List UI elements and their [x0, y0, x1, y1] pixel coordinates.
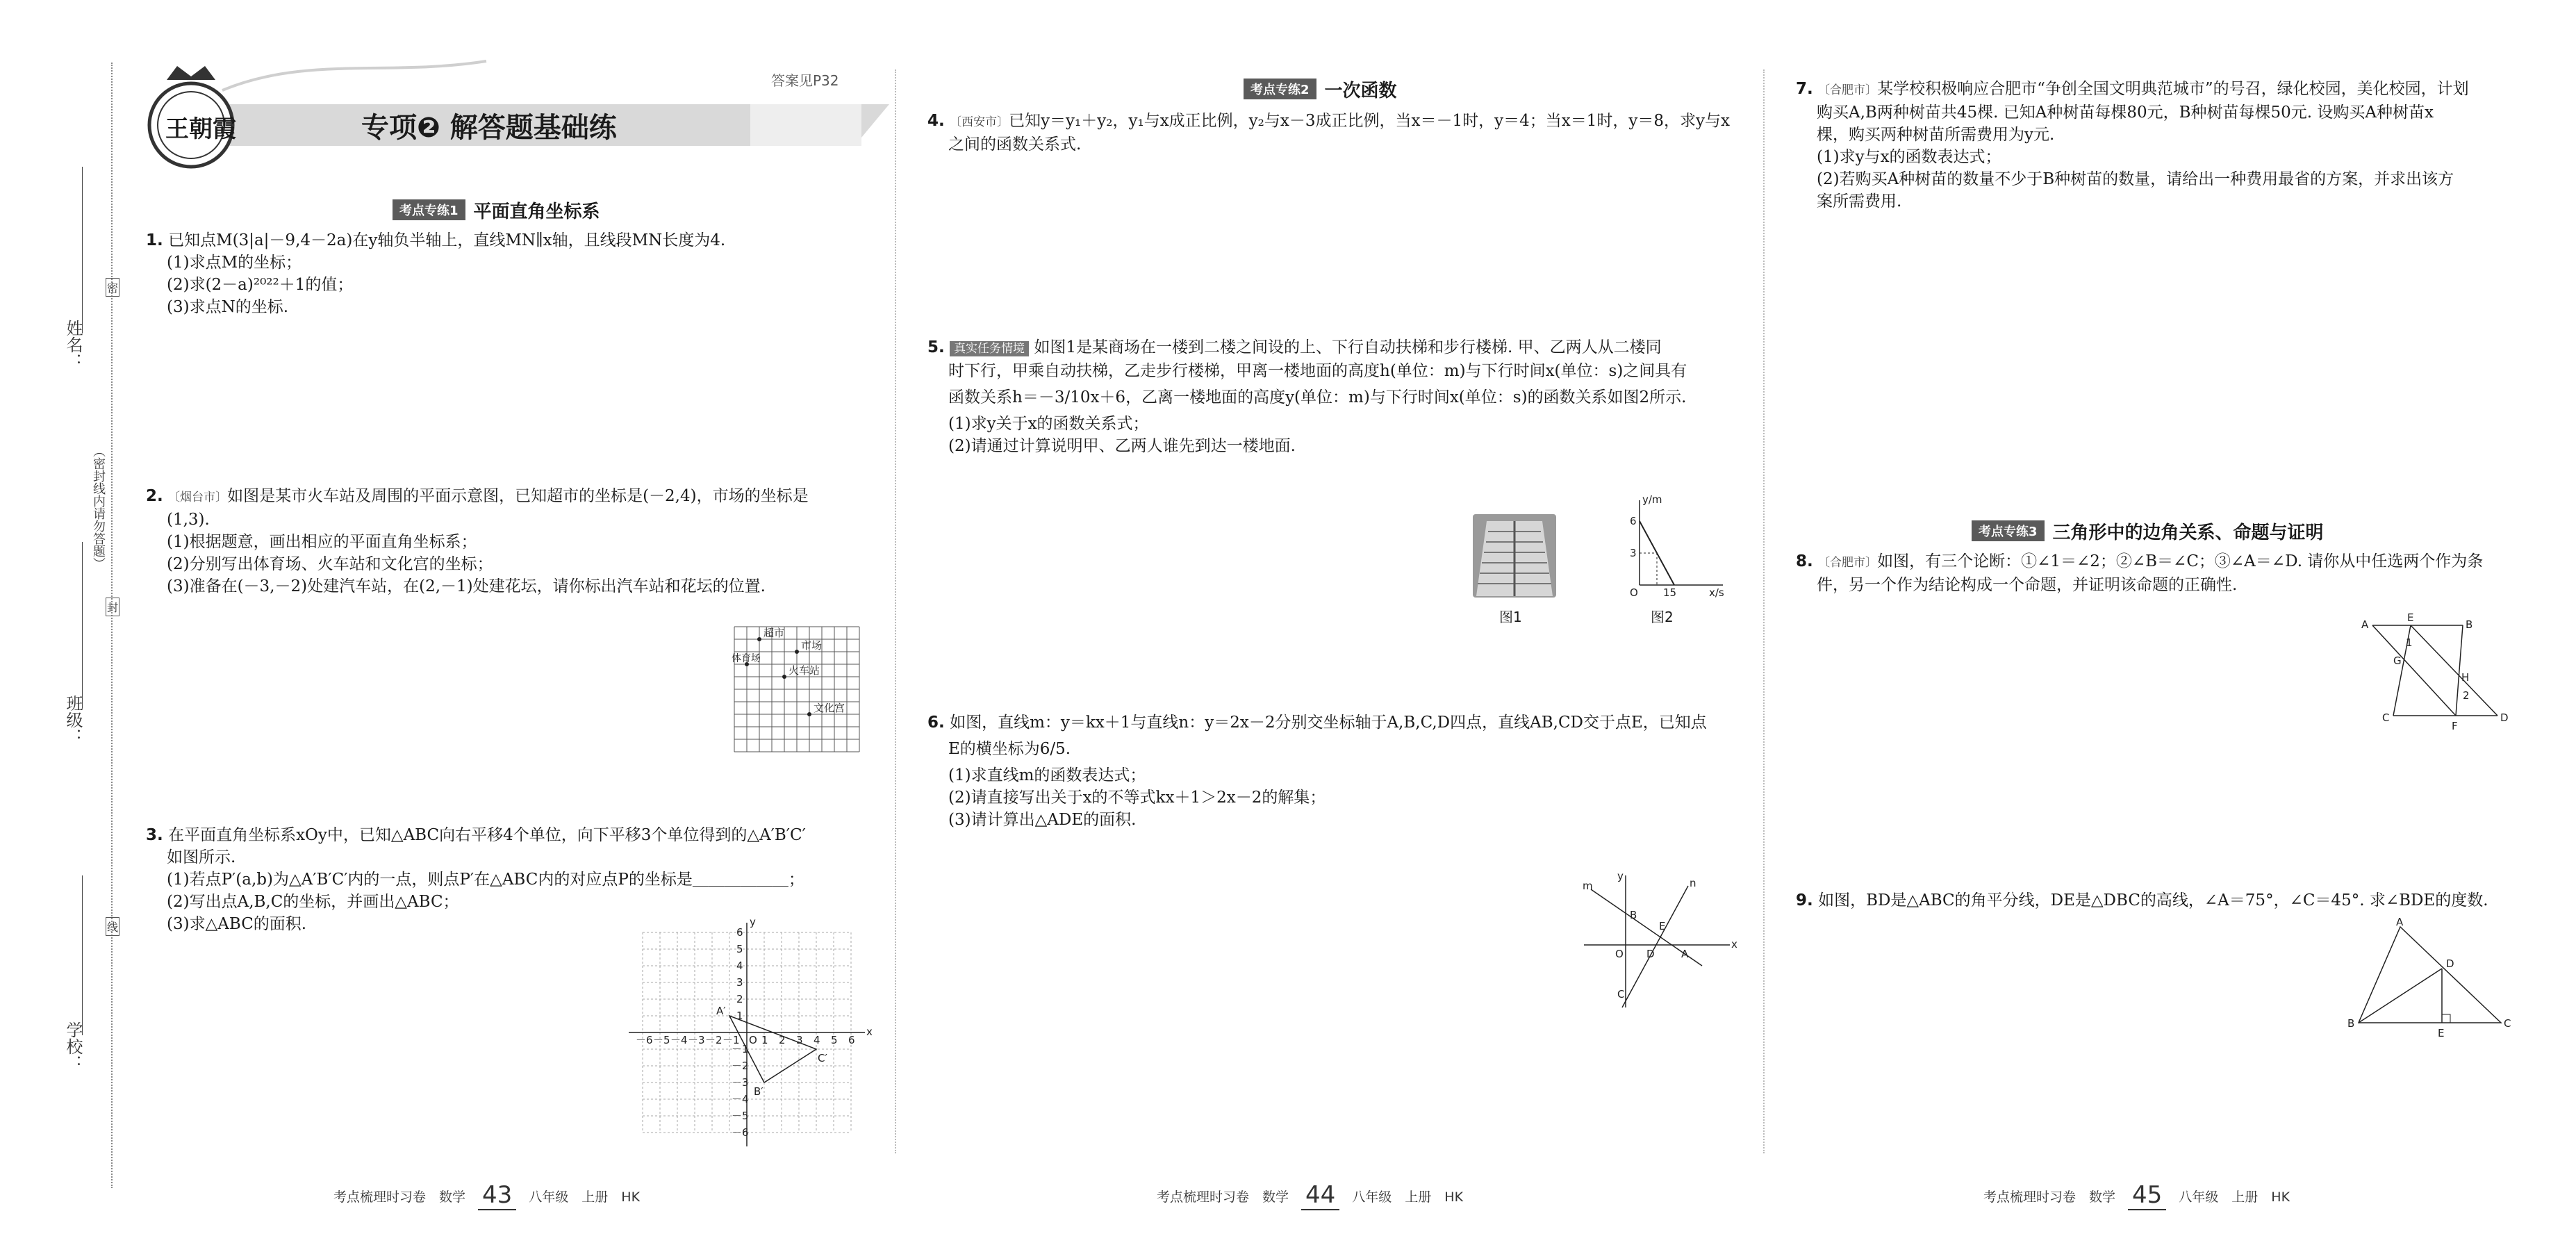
- q2-map-grid: [733, 625, 865, 761]
- q5-y3: 3: [1630, 547, 1637, 559]
- q8-stem-2: 件，另一个作为结论构成一个命题，并证明该命题的正确性.: [1817, 576, 2238, 594]
- section2-header: [1244, 78, 1397, 100]
- q5-sub1: (1)求y关于x的函数关系式；: [948, 415, 1149, 433]
- q1-num: 1.: [146, 231, 163, 249]
- class-label: 班级：: [63, 695, 83, 745]
- q6-D: D: [1646, 948, 1655, 960]
- page-number: 44: [1301, 1181, 1339, 1210]
- q5-x15: 15: [1663, 586, 1677, 599]
- q7-sub2b: 案所需费用.: [1817, 192, 1902, 211]
- q2-stem-2: (1,3).: [167, 511, 210, 529]
- q3-ytick: －6: [732, 1126, 749, 1139]
- q9: [1796, 889, 2488, 912]
- footer-grade: 八年级 上册 HK: [1352, 1189, 1464, 1205]
- q1: [146, 229, 725, 318]
- binding-margin: [111, 63, 113, 1188]
- q5-fig2-caption: 图2: [1651, 609, 1674, 625]
- q3-xtick: 6: [848, 1034, 855, 1046]
- q5-origin: O: [1630, 586, 1638, 599]
- q7-stem-2: 购买A,B两种树苗共45棵. 已知A种树苗每棵80元，B种树苗每棵50元. 设购买A种树苗x: [1817, 104, 2434, 122]
- q4-tag: 〔西安市〕: [950, 115, 1009, 129]
- q4: [927, 110, 1730, 156]
- q8-figure: [2359, 611, 2515, 733]
- map-tiyuchang: 体育场: [732, 653, 761, 664]
- q9-num: 9.: [1796, 891, 1813, 909]
- footer-book: 考点梳理时习卷 数学: [1983, 1189, 2116, 1205]
- q8-line-BF: [2456, 625, 2463, 716]
- q9-A: A: [2396, 916, 2404, 928]
- q5-graph: [1612, 493, 1730, 598]
- q3-sub1: (1)若点P′(a,b)为△A′B′C′内的一点，则点P′在△ABC内的对应点P的坐标是＿＿＿＿＿＿；: [167, 871, 804, 889]
- q2-sub1: (1)根据题意，画出相应的平面直角坐标系；: [167, 533, 477, 551]
- q3-sub2: (2)写出点A,B,C的坐标，并画出△ABC；: [167, 893, 459, 911]
- q5-y6: 6: [1630, 515, 1637, 527]
- q6-sub1: (1)求直线m的函数表达式；: [948, 766, 1146, 784]
- q3-ytick: 2: [736, 993, 743, 1005]
- q7-tag: 〔合肥市〕: [1818, 83, 1878, 97]
- q3-stem: 在平面直角坐标系xOy中，已知△ABC向右平移4个单位，向下平移3个单位得到的△A′B′C′: [168, 826, 806, 844]
- school-label: 学校：: [63, 1021, 83, 1071]
- q8-num: 8.: [1796, 552, 1813, 570]
- q5-tag: 真实任务情境: [950, 341, 1029, 356]
- q3-ytick: －3: [732, 1076, 749, 1089]
- q8-stem: 如图，有三个论断：①∠1＝∠2；②∠B＝∠C；③∠A＝∠D. 请你从中任选两个作为条: [1877, 552, 2484, 570]
- q1-stem: 已知点M(3|a|－9,4－2a)在y轴负半轴上，直线MN∥x轴，且线段MN长度为4.: [168, 231, 726, 249]
- q8-C: C: [2382, 711, 2390, 724]
- q4-stem-2: 之间的函数关系式.: [948, 135, 1082, 154]
- q3-xtick: 3: [796, 1034, 803, 1046]
- q6-B: B: [1630, 909, 1637, 921]
- q3-y-label: y: [750, 916, 756, 928]
- q6-C: C: [1617, 988, 1625, 1001]
- q1-sub1: (1)求点M的坐标；: [167, 254, 302, 272]
- page-number: 45: [2128, 1181, 2166, 1210]
- q8-line-AF: [2372, 625, 2456, 716]
- logo-text: 王朝霞: [165, 115, 236, 143]
- section1-title: 平面直角坐标系: [473, 201, 600, 222]
- map-chaoshi-dot: [757, 637, 761, 641]
- q2-stem: 如图是某市火车站及周围的平面示意图，已知超市的坐标是(－2,4)，市场的坐标是: [227, 487, 809, 505]
- q6-num: 6.: [927, 714, 945, 732]
- map-shichang: 市场: [801, 639, 823, 652]
- q9-C: C: [2504, 1017, 2511, 1030]
- section3-header: [1972, 520, 2324, 542]
- q3-xtick: 1: [761, 1034, 768, 1046]
- page-title: 专项❷ 解答题基础练: [361, 112, 617, 144]
- q8-A: A: [2361, 618, 2369, 631]
- q3-ytick: －2: [732, 1060, 749, 1072]
- map-huochezhan: 火车站: [789, 664, 820, 677]
- q9-figure: [2345, 916, 2515, 1040]
- footer-page-45: [1983, 1181, 2290, 1210]
- q3-ytick: 6: [736, 926, 743, 939]
- map-wenhuagong-dot: [807, 712, 811, 716]
- page-divider-2: [1763, 69, 1765, 1153]
- q5-sub2: (2)请通过计算说明甲、乙两人谁先到达一楼地面.: [948, 437, 1296, 455]
- page-divider-1: [895, 69, 896, 1153]
- q7-sub1: (1)求y与x的函数表达式；: [1817, 148, 2001, 166]
- q5-x-label: x/s: [1709, 586, 1724, 599]
- footer-page-43: [333, 1181, 640, 1210]
- q3-xtick: 2: [779, 1034, 786, 1046]
- q5-y-label: y/m: [1642, 493, 1662, 506]
- q8-2: 2: [2463, 689, 2470, 702]
- q8-H: H: [2461, 671, 2470, 684]
- q7: [1796, 78, 2469, 213]
- section1-label: 考点专练1: [393, 199, 465, 220]
- section2-label: 考点专练2: [1244, 79, 1316, 99]
- map-shichang-dot: [795, 650, 799, 654]
- q6-stem: 如图，直线m：y＝kx＋1与直线n：y＝2x－2分别交坐标轴于A,B,C,D四点，直线AB,CD交于点E，已知点: [950, 714, 1707, 732]
- q6: [927, 711, 1707, 831]
- q6-sub3: (3)请计算出△ADE的面积.: [948, 811, 1137, 829]
- q9-B: B: [2347, 1017, 2355, 1030]
- q1-sub2: (2)求(2－a)²⁰²²＋1的值；: [167, 276, 354, 294]
- q3-label-c: C′: [818, 1052, 827, 1064]
- q9-D: D: [2446, 957, 2454, 970]
- q7-sub2: (2)若购买A种树苗的数量不少于B种树苗的数量，请给出一种费用最省的方案，并求出该方: [1817, 170, 2454, 188]
- section3-label: 考点专练3: [1972, 520, 2045, 541]
- q8: [1796, 550, 2483, 596]
- answer-ref: 答案见P32: [771, 72, 839, 89]
- q7-stem-3: 棵，购买两种树苗所需费用为y元.: [1817, 126, 2055, 144]
- q7-stem: 某学校积极响应合肥市“争创全国文明典范城市”的号召，绿化校园，美化校园，计划: [1877, 80, 2469, 98]
- banner-checker: [750, 104, 861, 146]
- q3-ytick: 5: [736, 943, 743, 955]
- q4-num: 4.: [927, 112, 945, 130]
- q6-stem-2: E的横坐标为6/5.: [948, 740, 1071, 758]
- q3-num: 3.: [146, 826, 163, 844]
- q2: [146, 485, 809, 598]
- map-grid-lines: [734, 627, 859, 752]
- q3-label-a: A′: [716, 1005, 726, 1017]
- q3-xtick: 4: [814, 1034, 820, 1046]
- q3-stem-2: 如图所示.: [167, 848, 236, 866]
- q8-tag: 〔合肥市〕: [1818, 556, 1878, 570]
- q6-O: O: [1615, 948, 1624, 960]
- q6-line-n: [1622, 886, 1688, 1007]
- q6-x: x: [1731, 938, 1737, 950]
- section3-title: 三角形中的边角关系、命题与证明: [2052, 522, 2324, 543]
- page-number: 43: [478, 1181, 516, 1210]
- footer-book: 考点梳理时习卷 数学: [333, 1189, 466, 1205]
- map-wenhuagong: 文化宫: [814, 702, 845, 714]
- q3-ytick: 1: [736, 1010, 743, 1022]
- q3-xtick: －6: [636, 1034, 653, 1046]
- school-line: [82, 875, 83, 1035]
- q6-m: m: [1583, 880, 1593, 892]
- name-line: [82, 167, 83, 334]
- q8-line-ED: [2411, 625, 2497, 716]
- section2-title: 一次函数: [1324, 80, 1397, 101]
- q3-xtick: －4: [670, 1034, 688, 1046]
- q3-xtick: －2: [705, 1034, 723, 1046]
- class-line: [82, 542, 83, 709]
- q8-F: F: [2452, 720, 2458, 732]
- q9-E: E: [2438, 1027, 2445, 1039]
- q3-ytick: －5: [732, 1110, 749, 1122]
- q6-sub2: (2)请直接写出关于x的不等式kx＋1＞2x－2的解集；: [948, 789, 1326, 807]
- seal-note: （密封线内请勿答题）: [91, 445, 106, 570]
- q2-sub3: (3)准备在(－3,－2)处建汽车站，在(2,－1)处建花坛，请你标出汽车站和花坛的位置.: [167, 577, 766, 595]
- q6-figure: [1577, 869, 1737, 1014]
- q3-sub3: (3)求△ABC的面积.: [167, 915, 307, 933]
- footer-grade: 八年级 上册 HK: [529, 1189, 641, 1205]
- q2-tag: 〔烟台市〕: [168, 491, 228, 504]
- q6-n: n: [1690, 877, 1696, 889]
- ribbon-decoration: [222, 61, 486, 90]
- q3-ytick: 4: [736, 960, 743, 972]
- q3-xtick: －5: [653, 1034, 670, 1046]
- q2-sub2: (2)分别写出体育场、火车站和文化宫的坐标；: [167, 555, 493, 573]
- q5-stem-2: 时下行，甲乘自动扶梯，乙走步行楼梯，甲离一楼地面的高度h(单位：m)与下行时间x(单位：s)之间具有: [948, 362, 1687, 380]
- q6-E: E: [1659, 920, 1666, 932]
- seal-mi: 密: [106, 278, 119, 297]
- q9-line-BD: [2359, 969, 2442, 1023]
- q3-xtick: －3: [688, 1034, 705, 1046]
- q3-ytick: －1: [732, 1043, 749, 1055]
- q6-y: y: [1617, 870, 1624, 882]
- seal-xian: 线: [106, 917, 119, 936]
- name-label: 姓名：: [63, 320, 83, 370]
- q5-fig1-caption: 图1: [1499, 609, 1522, 625]
- q8-B: B: [2466, 618, 2473, 631]
- q9-right-angle: [2442, 1014, 2450, 1023]
- q3-origin: O: [749, 1034, 757, 1046]
- q5: [927, 336, 1687, 457]
- footer-book: 考点梳理时习卷 数学: [1157, 1189, 1289, 1205]
- q3-label-b: B′: [754, 1085, 763, 1098]
- q3-ytick: －4: [732, 1093, 749, 1105]
- q3-xtick: 5: [831, 1034, 838, 1046]
- q3-x-label: x: [866, 1026, 873, 1038]
- footer-page-44: [1157, 1181, 1463, 1210]
- crown-icon: [167, 66, 215, 80]
- q8-E: E: [2407, 611, 2414, 624]
- q3-ytick: 3: [736, 976, 743, 989]
- q8-1: 1: [2406, 636, 2413, 649]
- map-chaoshi: 超市: [763, 627, 785, 639]
- section1-header: [393, 199, 600, 221]
- q3-xtick: －1: [723, 1034, 740, 1046]
- q8-D: D: [2500, 711, 2509, 724]
- map-huochezhan-dot: [782, 675, 786, 679]
- q8-G: G: [2393, 655, 2402, 667]
- q5-stem: 如图1是某商场在一楼到二楼之间设的上、下行自动扶梯和步行楼梯. 甲、乙两人从二楼同: [1034, 338, 1662, 356]
- q7-num: 7.: [1796, 80, 1813, 98]
- q6-A: A: [1681, 948, 1689, 960]
- q5-num: 5.: [927, 338, 945, 356]
- q5-escalator-photo: [1473, 514, 1556, 598]
- q4-stem: 已知y＝y₁＋y₂，y₁与x成正比例，y₂与x－3成正比例，当x＝－1时，y＝4；当x＝1时，y＝8，求y与x: [1009, 112, 1730, 130]
- q9-stem: 如图，BD是△ABC的角平分线，DE是△DBC的高线，∠A＝75°，∠C＝45°. 求∠BDE的度数.: [1818, 891, 2488, 909]
- seal-feng: 封: [106, 598, 119, 616]
- q2-num: 2.: [146, 487, 163, 505]
- footer-grade: 八年级 上册 HK: [2179, 1189, 2290, 1205]
- q5-stem-3: 函数关系h＝－3/10x＋6，乙离一楼地面的高度y(单位：m)与下行时间x(单位：s)的函数关系如图2所示.: [948, 388, 1687, 406]
- q1-sub3: (3)求点N的坐标.: [167, 298, 289, 316]
- q3-coordinate-grid: [622, 917, 879, 1153]
